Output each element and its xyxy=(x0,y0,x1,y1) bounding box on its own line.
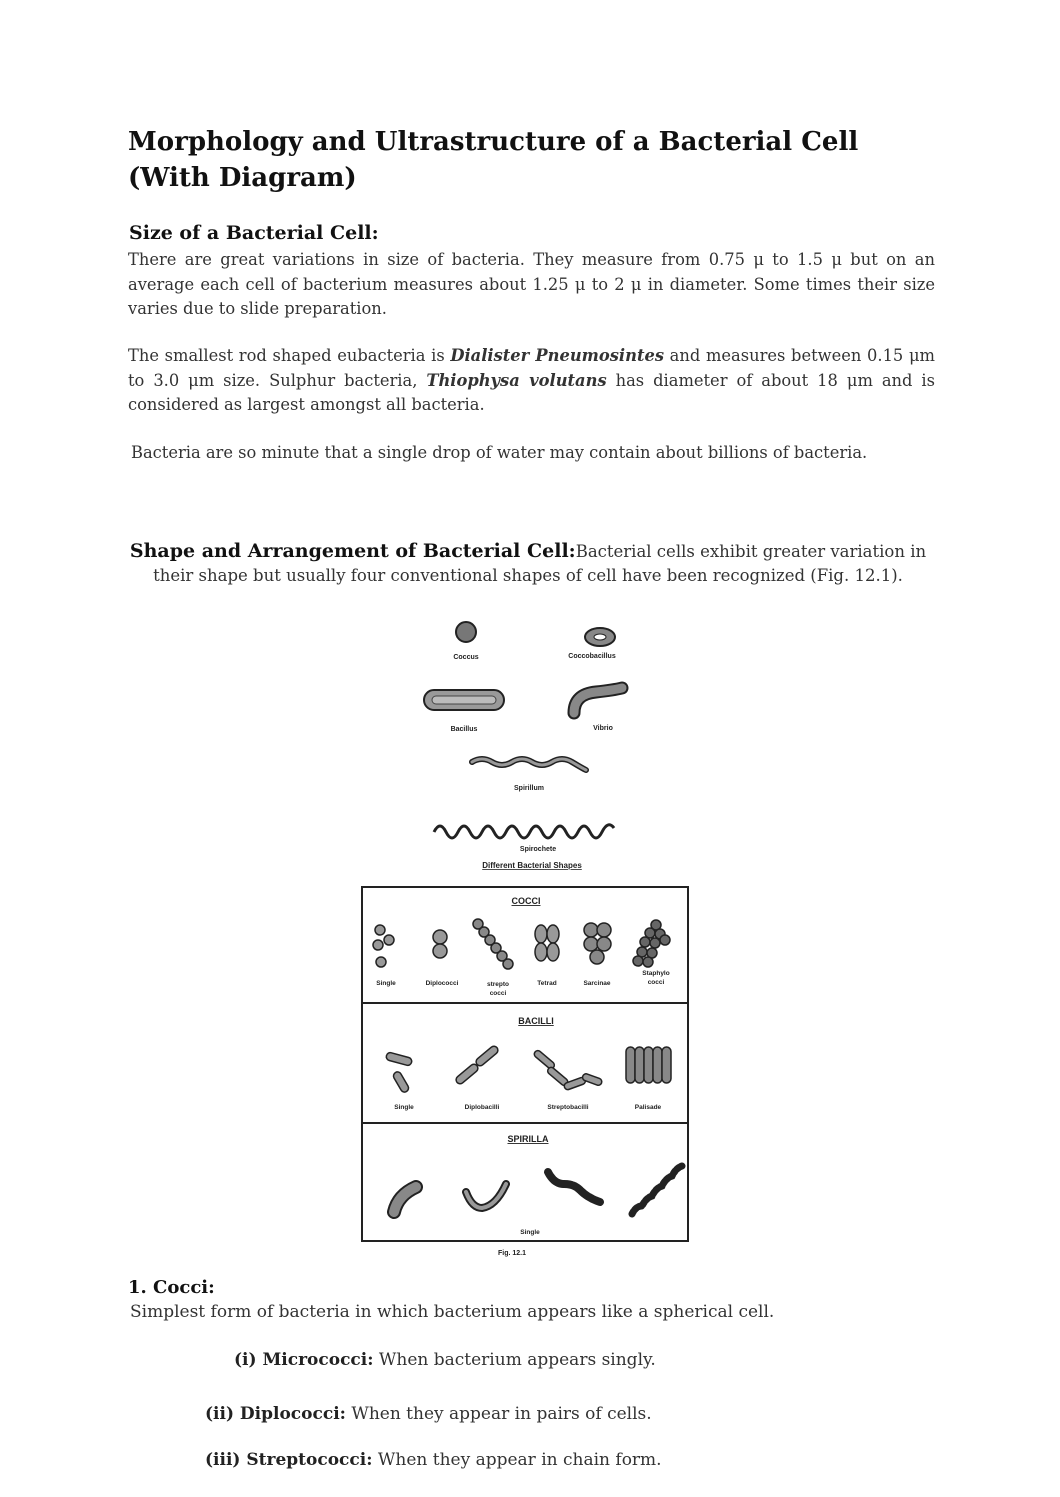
shape-text: Bacterial cells exhibit greater variation in their shape but usually four conventional shapes of cell have been recognized (Fig. 12.1). xyxy=(153,542,927,585)
page-title: Morphology and Ultrastructure of a Bacterial Cell (With Diagram) xyxy=(128,127,859,193)
cocci-single-shape xyxy=(373,925,394,967)
size-paragraph-2 xyxy=(128,344,935,418)
species-name-1: Dialister Pneumosintes xyxy=(450,346,664,365)
shape-paragraph xyxy=(128,539,928,588)
spirilla-header: SPIRILLA xyxy=(507,1134,549,1144)
size-paragraph-1: There are great variations in size of bacteria. They measure from 0.75 μ to 1.5 μ but on an average each cell of bacterium measures about 1.25 μ to 2 μ in diameter. Some times their size varies due to slide preparation. xyxy=(128,250,935,318)
size-heading: Size of a Bacterial Cell: xyxy=(129,222,379,244)
bacilli-single-shape xyxy=(385,1052,412,1094)
para2-text-a: The smallest rod shaped eubacteria is xyxy=(128,346,451,365)
spirillum-label: Spirillum xyxy=(514,785,544,792)
bacilli-label-single: Single xyxy=(394,1104,414,1111)
coccus-shape xyxy=(456,622,476,642)
cocci-label-cocci: cocci xyxy=(489,990,507,997)
cocci-label-staphylo: Staphylo xyxy=(642,970,670,977)
term-micrococci: (i) Micrococci: xyxy=(234,1350,374,1370)
cocci-header: COCCI xyxy=(511,896,541,906)
bacilli-header: BACILLI xyxy=(518,1016,554,1026)
streptococci-shape xyxy=(473,919,513,969)
vibrio-label: Vibrio xyxy=(593,725,613,732)
text-streptococci: When they appear in chain form. xyxy=(372,1450,662,1470)
spirilla-shape-4 xyxy=(632,1166,682,1214)
cocci-description: Simplest form of bacteria in which bacterium appears like a spherical cell. xyxy=(130,1302,775,1322)
staphylococci-shape xyxy=(633,920,670,967)
cocci-label-sarcinae: Sarcinae xyxy=(583,980,611,987)
spirochete-label: Spirochete xyxy=(519,846,557,853)
list-item-streptococci xyxy=(205,1448,662,1472)
spirochete-shape xyxy=(434,825,614,838)
cocci-label-single: Single xyxy=(376,980,396,987)
diplococci-shape xyxy=(433,930,447,958)
term-diplococci: (ii) Diplococci: xyxy=(205,1404,346,1424)
bacillus-label: Bacillus xyxy=(450,726,478,733)
cocci-label-diplococci: Diplococci xyxy=(425,980,459,987)
bacterial-shapes-figure xyxy=(360,610,692,1260)
size-paragraph-3: Bacteria are so minute that a single drop of water may contain about billions of bacteria. xyxy=(131,443,868,462)
diplobacilli-shape xyxy=(454,1045,499,1086)
cocci-heading: 1. Cocci: xyxy=(128,1277,215,1298)
coccobacillus-label: Coccobacillus xyxy=(568,653,616,660)
shape-heading: Shape and Arrangement of Bacterial Cell: xyxy=(129,540,576,562)
sarcinae-shape xyxy=(584,923,611,964)
coccus-label: Coccus xyxy=(453,654,479,661)
text-diplococci: When they appear in pairs of cells. xyxy=(345,1404,652,1424)
figure-caption: Fig. 12.1 xyxy=(497,1250,527,1257)
streptobacilli-shape xyxy=(533,1049,603,1090)
list-item-micrococci xyxy=(234,1348,656,1372)
cocci-label-tetrad: Tetrad xyxy=(537,980,557,987)
species-name-2: Thiophysa volutans xyxy=(426,370,607,390)
bacilli-label-palisade: Palisade xyxy=(634,1104,662,1111)
para2-text-c: has diameter of about 18 μm and is considered as largest amongst all bacteria. xyxy=(128,370,935,414)
bacilli-label-diplobacilli: Diplobacilli xyxy=(464,1104,500,1111)
cocci-label-staph-cocci: cocci xyxy=(647,979,665,986)
term-streptococci: (iii) Streptococci: xyxy=(205,1450,373,1470)
shapes-caption: Different Bacterial Shapes xyxy=(482,861,582,870)
list-item-diplococci xyxy=(205,1402,652,1426)
spirilla-shape-3 xyxy=(548,1172,600,1202)
tetrad-shape xyxy=(535,925,559,961)
cocci-label-strepto: strepto xyxy=(486,981,510,988)
palisade-shape xyxy=(626,1047,671,1083)
bacilli-label-streptobacilli: Streptobacilli xyxy=(547,1104,589,1111)
text-micrococci: When bacterium appears singly. xyxy=(373,1350,656,1370)
spirilla-label-single: Single xyxy=(520,1229,540,1236)
para2-text-b: and measures between 0.15 μm to 3.0 μm size. Sulphur bacteria, xyxy=(128,346,935,390)
